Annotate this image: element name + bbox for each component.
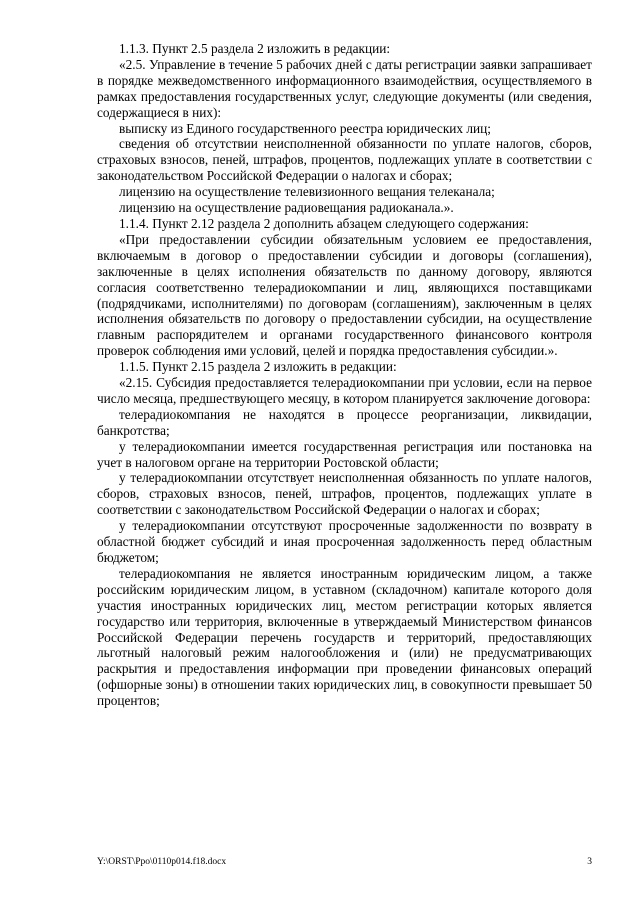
document-body	[97, 41, 592, 709]
paragraph: 1.1.3. Пункт 2.5 раздела 2 изложить в редакции:	[119, 41, 391, 56]
paragraph: «2.5. Управление в течение 5 рабочих дней с даты регистрации заявки запрашивает в порядке межведомственного информационного взаимодействия, осуществляемого в рамках предоставления государственных услуг, следующие документы (или сведения, содержащиеся в них):	[97, 56, 592, 120]
paragraph: у телерадиокомпании имеется государственная регистрация или постановка на учет в налоговом органе на территории Ростовской области;	[97, 438, 592, 470]
paragraph: лицензию на осуществление радиовещания радиоканала.».	[119, 200, 454, 216]
paragraph: 1.1.5. Пункт 2.15 раздела 2 изложить в редакции:	[119, 359, 397, 375]
paragraph: телерадиокомпания не находятся в процессе реорганизации, ликвидации, банкротства;	[97, 406, 592, 438]
paragraph: у телерадиокомпании отсутствуют просроченные задолженности по возврату в областной бюджет субсидий и иная просроченная задолженность перед областным бюджетом;	[97, 518, 592, 565]
paragraph: «2.15. Субсидия предоставляется телерадиокомпании при условии, если на первое число месяца, предшествующего месяцу, в котором планируется заключение договора:	[97, 375, 592, 406]
page-number: 3	[587, 857, 592, 867]
file-path: Y:\ORST\Ppo\0110p014.f18.docx	[97, 857, 227, 867]
paragraph: телерадиокомпания не является иностранным юридическим лицом, а также российским юридическим лицом, в уставном (складочном) капитале которого доля участия иностранных юридических лиц, местом регистрации которых является государство или территория, включенные в утверждаемый Министерством финансов Российской Федерации перечень государств и территорий, предоставляющих льготный налоговый режим налогообложения и (или) не предусматривающих раскрытия и предоставления информации при проведении финансовых операций (офшорные зоны) в отношении таких юридических лиц, в совокупности превышает 50 процентов;	[97, 565, 592, 709]
paragraph: сведения об отсутствии неисполненной обязанности по уплате налогов, сборов, страховых взносов, пеней, штрафов, процентов, подлежащих уплате в соответствии с законодательством Российской Федерации о налогах и сборах;	[97, 136, 592, 184]
paragraph: лицензию на осуществление телевизионного вещания телеканала;	[119, 184, 495, 200]
paragraph: у телерадиокомпании отсутствует неисполненная обязанность по уплате налогов, сборов, страховых взносов, пеней, штрафов, процентов, подлежащих уплате в соответствии с законодательством Российской Федерации о налогах и сборах;	[97, 470, 592, 518]
paragraph: выписку из Единого государственного реестра юридических лиц;	[119, 120, 491, 136]
paragraph: «При предоставлении субсидии обязательным условием ее предоставления, включаемым в договор о предоставлении субсидии и договоры (соглашения), заключенные в целях исполнения обязательств по данному договору, являются согласия соответственно телерадиокомпании и лиц, являющихся поставщиками (подрядчиками, исполнителями) по договорам (соглашениям), заключенным в целях исполнения обязательств по договору о предоставлении субсидии, на осуществление главным распорядителем и органами государственного финансового контроля проверок соблюдения ими условий, целей и порядка предоставления субсидии.».	[97, 231, 592, 359]
paragraph: 1.1.4. Пункт 2.12 раздела 2 дополнить абзацем следующего содержания:	[119, 215, 529, 231]
